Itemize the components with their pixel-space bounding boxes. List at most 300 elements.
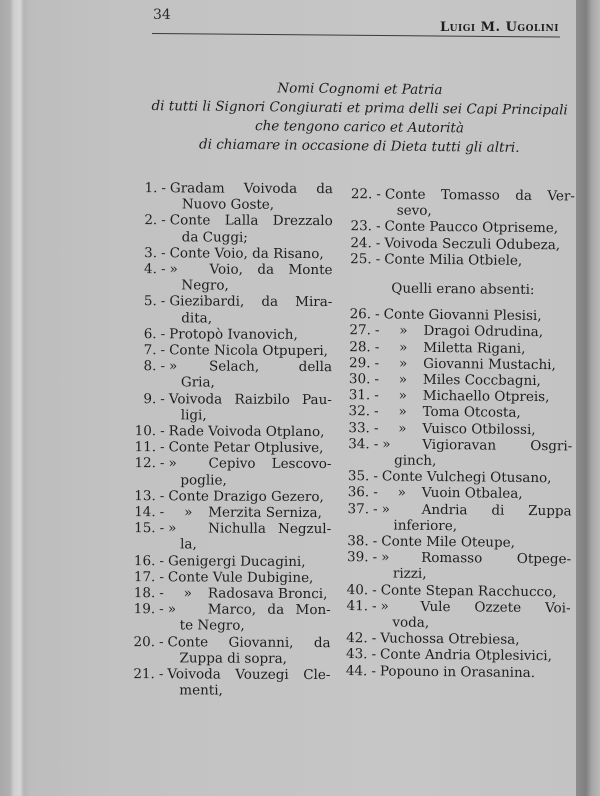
entry-line-text: Voivoda Raizbilo Pau- xyxy=(168,390,332,408)
title-line: che tengono carico et Autorità xyxy=(254,118,464,137)
entry-separator: - xyxy=(374,371,380,388)
entry-number xyxy=(117,439,169,455)
entry-number-text: 26. xyxy=(349,306,372,323)
entry-text xyxy=(169,326,332,343)
entry-text xyxy=(167,634,330,667)
entry-number-text: 44. xyxy=(345,662,368,679)
entry-line-text: Voio, da Monte xyxy=(209,261,333,279)
entry-line xyxy=(384,219,574,237)
entry-number-text: 21. xyxy=(133,666,155,683)
entry-line-text: ginch, xyxy=(394,452,437,470)
entry-separator: - xyxy=(372,549,378,566)
left-column-list xyxy=(115,180,333,700)
entry-line xyxy=(384,235,574,253)
entry-number xyxy=(116,585,168,601)
entry-number xyxy=(340,468,382,485)
entry-line-text: inferiore, xyxy=(393,517,458,535)
list-entry xyxy=(117,423,332,440)
entry-line xyxy=(380,663,570,681)
entry-number xyxy=(117,342,169,358)
entry-separator: - xyxy=(160,261,166,278)
running-head: Luigi M. Ugolini xyxy=(440,20,559,35)
page-number: 34 xyxy=(153,7,171,23)
entry-number-text: 10. xyxy=(134,423,157,440)
entry-continuation-line xyxy=(169,407,332,424)
entry-line xyxy=(169,423,332,440)
entry-number xyxy=(117,326,169,342)
ditto-mark: » xyxy=(184,504,193,521)
entry-line xyxy=(383,388,573,406)
entry-separator: - xyxy=(371,646,377,663)
entry-line-text: Conte Lalla Drezzalo xyxy=(169,212,333,230)
entry-continuation-line xyxy=(169,375,332,392)
list-entry xyxy=(343,186,575,221)
entry-line-text: Giezibardi, da Mira- xyxy=(169,293,333,311)
ditto-mark: » xyxy=(398,371,408,388)
entry-separator: - xyxy=(160,326,166,343)
entry-continuation-line xyxy=(385,203,575,221)
entry-text xyxy=(380,647,570,665)
entry-continuation-line xyxy=(380,614,570,632)
entry-separator: - xyxy=(374,355,380,372)
entry-separator: - xyxy=(371,630,377,647)
entry-text xyxy=(170,180,333,213)
entry-number xyxy=(338,598,380,631)
entry-text xyxy=(383,388,573,406)
entry-text xyxy=(382,469,572,487)
entry-line-text: voda, xyxy=(392,614,430,632)
entry-line-text: Voivoda Vouzegi Cle- xyxy=(167,666,331,684)
list-entry xyxy=(116,520,331,554)
entry-text xyxy=(168,602,331,635)
entry-continuation-line xyxy=(169,277,332,294)
entry-separator: - xyxy=(374,387,379,404)
entry-separator: - xyxy=(161,180,166,197)
entry-number-text: 37. xyxy=(347,500,370,517)
entry-number xyxy=(341,355,383,372)
entry-number xyxy=(117,423,169,439)
entry-continuation-line xyxy=(167,650,330,667)
entry-line xyxy=(168,521,331,538)
entry-number xyxy=(341,403,383,420)
entry-number xyxy=(342,306,384,323)
entry-text xyxy=(382,436,572,470)
entry-line-text: Conte Drazigo Gezero, xyxy=(168,488,324,505)
entry-line-text: Toma Otcosta, xyxy=(422,404,521,422)
entry-line-text: menti, xyxy=(179,682,223,699)
list-entry xyxy=(339,549,571,584)
entry-text xyxy=(382,420,572,438)
entry-text xyxy=(381,501,571,535)
entry-number xyxy=(340,436,382,469)
entry-line-text: Vigioravan Osgri- xyxy=(422,436,573,455)
list-entry xyxy=(116,553,331,570)
entry-line-text: Marco, da Mon- xyxy=(207,601,331,619)
entry-line-text: Negro, xyxy=(181,277,229,294)
entry-line-text: da Cuggi; xyxy=(181,228,248,246)
entry-number-text: 38. xyxy=(347,533,369,550)
entry-line xyxy=(169,391,332,408)
entry-line-text: rizzi, xyxy=(392,566,427,583)
entry-line xyxy=(168,569,331,586)
entry-number xyxy=(339,533,381,550)
entry-separator: - xyxy=(159,585,164,602)
ditto-mark: » xyxy=(399,323,408,340)
entry-number xyxy=(341,387,383,404)
entry-number-text: 7. xyxy=(143,342,157,359)
entry-separator: - xyxy=(161,245,166,262)
ditto-mark: » xyxy=(183,585,193,602)
entry-text xyxy=(381,582,571,600)
entry-text xyxy=(380,663,570,681)
entry-number xyxy=(118,245,170,261)
entry-text xyxy=(168,553,331,570)
entry-number xyxy=(340,484,382,501)
ditto-mark: » xyxy=(169,261,178,278)
entry-separator: - xyxy=(161,212,166,229)
entry-line-text: Gria, xyxy=(180,374,215,391)
entry-line-text: ligi, xyxy=(180,407,207,424)
entry-line xyxy=(382,485,572,503)
entry-line xyxy=(169,261,332,278)
entry-separator: - xyxy=(375,306,380,323)
entry-text xyxy=(169,423,332,440)
ditto-mark: » xyxy=(398,404,407,421)
entry-number-text: 5. xyxy=(143,293,157,310)
ditto-mark: » xyxy=(381,501,390,518)
ditto-mark: » xyxy=(168,455,177,472)
entry-line-text: Conte Tomasso da Ver- xyxy=(384,186,575,205)
entry-continuation-line xyxy=(168,472,331,489)
list-entry xyxy=(117,261,332,295)
entry-number-text: 9. xyxy=(143,390,157,407)
list-entry xyxy=(117,342,332,359)
entry-line xyxy=(168,602,331,619)
list-entry xyxy=(117,439,332,456)
entry-text xyxy=(381,550,571,584)
list-entry xyxy=(118,212,333,246)
entry-number xyxy=(341,339,383,356)
entry-separator: - xyxy=(159,439,165,456)
entry-line xyxy=(383,371,573,389)
entry-continuation-line xyxy=(168,537,331,554)
entry-continuation-line xyxy=(381,566,571,584)
entry-continuation-line xyxy=(168,618,331,635)
list-entry xyxy=(118,245,333,262)
entry-line-text: sevo, xyxy=(396,202,432,220)
entry-continuation-line xyxy=(167,683,330,700)
entry-number-text: 18. xyxy=(133,585,156,602)
entry-number-text: 13. xyxy=(134,487,156,505)
entry-text xyxy=(383,323,573,341)
entry-number-text: 15. xyxy=(134,520,156,537)
entry-number xyxy=(117,391,169,424)
list-entry xyxy=(339,501,571,536)
ditto-mark: » xyxy=(398,420,407,437)
entry-line-text: Michaello Otpreis, xyxy=(422,388,550,406)
entry-line xyxy=(382,469,572,487)
entry-number xyxy=(342,235,384,252)
entry-number-text: 31. xyxy=(348,387,371,404)
present-list xyxy=(342,186,575,269)
entry-number-text: 35. xyxy=(347,468,370,485)
entry-number xyxy=(116,504,168,520)
entry-line-text: Conte Paucco Otpriseme, xyxy=(384,218,559,237)
entry-number xyxy=(341,322,383,339)
entry-number-text: 33. xyxy=(348,419,370,436)
entry-separator: - xyxy=(159,520,165,537)
entry-line-text: Rade Voivoda Otplano, xyxy=(168,423,325,441)
entry-line-text: Cepivo Lescovo- xyxy=(208,455,332,473)
entry-separator: - xyxy=(159,601,164,618)
title-block xyxy=(149,78,570,158)
entry-number-text: 16. xyxy=(133,552,156,569)
entry-continuation-line xyxy=(170,196,333,213)
ditto-mark: » xyxy=(399,339,408,356)
entry-line-text: Conte Voio, da Risano, xyxy=(169,245,324,262)
entry-line xyxy=(170,245,333,262)
entry-number xyxy=(116,488,168,504)
entry-text xyxy=(168,456,331,489)
entry-line-text: Romasso Otpege- xyxy=(421,550,572,568)
entry-separator: - xyxy=(160,358,166,375)
entry-number-text: 40. xyxy=(346,581,369,598)
entry-separator: - xyxy=(159,488,165,505)
entry-separator: - xyxy=(372,582,377,599)
entry-separator: - xyxy=(375,218,381,235)
entry-line xyxy=(382,436,572,454)
entry-separator: - xyxy=(159,504,165,521)
entry-line-text: Conte Andria Otplesivici, xyxy=(380,646,553,665)
entry-text xyxy=(170,213,333,246)
entry-number-text: 3. xyxy=(144,244,158,262)
entry-line-text: Conte Milia Otbiele, xyxy=(384,251,523,269)
entry-line-text: Miles Coccbagni, xyxy=(422,371,541,390)
entry-line-text: Andria di Zuppa xyxy=(421,501,572,520)
entry-line xyxy=(383,339,573,357)
entry-line xyxy=(381,550,571,568)
list-entry xyxy=(116,488,331,505)
entry-number xyxy=(339,582,381,599)
list-entry xyxy=(117,391,332,425)
entry-text xyxy=(380,631,570,649)
entry-number xyxy=(338,646,380,663)
entry-line xyxy=(169,440,332,457)
ditto-mark: » xyxy=(398,387,408,404)
entry-separator: - xyxy=(158,633,164,650)
entry-number-text: 23. xyxy=(350,218,373,235)
list-entry xyxy=(115,666,330,700)
entry-line-text: Vule Ozzete Voi- xyxy=(420,598,571,617)
entry-line xyxy=(383,323,573,341)
right-column-list xyxy=(338,186,575,681)
entry-text xyxy=(170,245,333,262)
entry-text xyxy=(169,294,332,327)
entry-line-text: Nuovo Goste, xyxy=(181,196,275,214)
entry-number xyxy=(339,501,381,534)
entry-line xyxy=(169,342,332,359)
entry-line xyxy=(382,501,572,519)
entry-number-text: 24. xyxy=(350,234,372,251)
entry-continuation-line xyxy=(169,310,332,327)
entry-line xyxy=(169,326,332,343)
entry-line-text: Protopò Ivanovich, xyxy=(169,326,298,343)
entry-text xyxy=(169,342,332,359)
entry-number-text: 8. xyxy=(143,358,157,375)
entry-number xyxy=(116,553,168,569)
entry-number xyxy=(116,569,168,585)
entry-continuation-line xyxy=(170,229,333,246)
entry-number-text: 11. xyxy=(134,439,157,456)
entry-line xyxy=(170,213,333,230)
entry-text xyxy=(168,585,331,602)
entry-separator: - xyxy=(372,500,378,518)
entry-number-text: 39. xyxy=(346,549,369,566)
ditto-mark: » xyxy=(168,358,178,375)
entry-text xyxy=(169,261,332,294)
entry-line-text: Nichulla Negzul- xyxy=(208,520,332,538)
entry-line-text: Miletta Rigani, xyxy=(423,339,526,357)
entry-line-text: Voivoda Seczuli Odubeza, xyxy=(384,235,561,253)
entry-line xyxy=(383,355,573,373)
entry-number-text: 32. xyxy=(348,403,371,420)
entry-line-text: Conte Mile Oteupe, xyxy=(381,533,516,551)
entry-line-text: te Negro, xyxy=(179,617,245,635)
ditto-mark: » xyxy=(397,485,406,502)
list-entry xyxy=(338,663,570,682)
entry-text xyxy=(169,359,332,392)
entry-number xyxy=(118,212,170,245)
entry-text xyxy=(167,666,330,699)
entry-separator: - xyxy=(374,338,380,356)
entry-line-text: Popouno in Orasanina. xyxy=(379,663,536,681)
entry-number xyxy=(117,293,169,326)
ditto-mark: » xyxy=(380,598,389,615)
entry-line xyxy=(381,598,571,616)
entry-number xyxy=(341,371,383,388)
entry-number-text: 12. xyxy=(134,455,156,472)
entry-line xyxy=(169,359,332,376)
entry-line-text: Conte Giovanni, da xyxy=(167,633,331,651)
entry-line-text: Conte Vule Dubigine, xyxy=(167,569,314,586)
entry-separator: - xyxy=(371,598,377,615)
entry-separator: - xyxy=(373,484,378,501)
entry-line xyxy=(384,251,574,269)
entry-line xyxy=(169,294,332,311)
entry-line xyxy=(381,582,571,600)
entry-number-text: 22. xyxy=(350,186,373,203)
entry-separator: - xyxy=(158,666,164,683)
entry-separator: - xyxy=(159,455,165,472)
entry-separator: - xyxy=(373,436,379,453)
entry-number xyxy=(115,666,167,699)
entry-number-text: 20. xyxy=(133,633,156,650)
entry-line-text: Conte Petar Otplusive, xyxy=(168,439,324,457)
entry-line xyxy=(168,553,331,570)
entry-text xyxy=(385,186,575,220)
title-line: di tutti li Signori Congiurati et prima delli sei Capi Principali xyxy=(151,98,568,119)
entry-line-text: Dragoi Odrudina, xyxy=(423,323,544,341)
entry-number-text: 2. xyxy=(144,212,158,229)
list-entry xyxy=(116,601,331,635)
list-entry xyxy=(116,504,331,521)
entry-number-text: 17. xyxy=(133,568,156,586)
entry-number xyxy=(342,218,384,235)
entry-separator: - xyxy=(373,468,379,485)
entry-text xyxy=(169,440,332,457)
entry-number-text: 27. xyxy=(349,322,372,339)
entry-line xyxy=(168,456,331,473)
entry-separator: - xyxy=(160,342,166,359)
page-edge-shadow xyxy=(576,0,600,796)
entry-line-text: Conte Giovanni Plesisi, xyxy=(383,306,542,325)
entry-text xyxy=(384,307,574,325)
entry-separator: - xyxy=(373,403,379,420)
entry-line-text: Radosava Bronci, xyxy=(207,585,328,603)
entry-line xyxy=(381,533,571,551)
entry-number xyxy=(342,251,384,268)
entry-number xyxy=(338,663,380,680)
entry-separator: - xyxy=(376,186,381,203)
entry-number xyxy=(115,634,167,667)
entry-number-text: 41. xyxy=(346,597,369,615)
entry-line-text: Gradam Voivoda da xyxy=(169,180,333,198)
entry-line xyxy=(383,404,573,422)
entry-separator: - xyxy=(374,322,380,339)
entry-number xyxy=(117,261,169,294)
list-entry xyxy=(118,180,333,214)
list-entry xyxy=(117,358,332,392)
entry-line xyxy=(380,631,570,649)
entry-text xyxy=(383,355,573,373)
entry-separator: - xyxy=(160,390,165,407)
entry-text xyxy=(382,485,572,503)
entry-text xyxy=(384,219,574,237)
entry-number xyxy=(116,601,168,634)
entry-text xyxy=(384,251,574,269)
title-line: di chiamare in occasione di Dieta tutti gli altri. xyxy=(198,136,520,156)
entry-separator: - xyxy=(160,293,166,310)
list-entry xyxy=(340,436,572,471)
entry-text xyxy=(168,504,331,521)
entry-line-text: poglie, xyxy=(180,471,227,489)
entry-separator: - xyxy=(371,663,377,680)
entry-number-text: 36. xyxy=(347,484,370,501)
absent-heading: Quelli erano absenti: xyxy=(391,280,535,299)
entry-line-text: Genigergi Ducagini, xyxy=(167,552,306,570)
entry-line-text: Conte Nicola Otpuperi, xyxy=(169,342,329,360)
entry-line-text: Conte Vulchegi Otusano, xyxy=(381,468,552,487)
entry-separator: - xyxy=(160,423,165,440)
entry-line-text: la, xyxy=(180,536,197,553)
entry-line xyxy=(168,585,331,602)
list-entry xyxy=(115,634,330,668)
entry-text xyxy=(168,521,331,554)
entry-text xyxy=(168,488,331,505)
entry-separator: - xyxy=(372,533,378,550)
entry-line xyxy=(385,186,575,204)
list-entry xyxy=(117,326,332,343)
entry-text xyxy=(383,404,573,422)
entry-separator: - xyxy=(159,569,164,586)
entry-text xyxy=(383,371,573,389)
entry-number-text: 42. xyxy=(346,630,368,647)
ditto-mark: » xyxy=(398,355,408,372)
absent-list xyxy=(338,306,574,681)
entry-number xyxy=(338,630,380,647)
entry-line xyxy=(168,634,331,651)
entry-line-text: Vuisco Otbilossi, xyxy=(422,420,536,438)
